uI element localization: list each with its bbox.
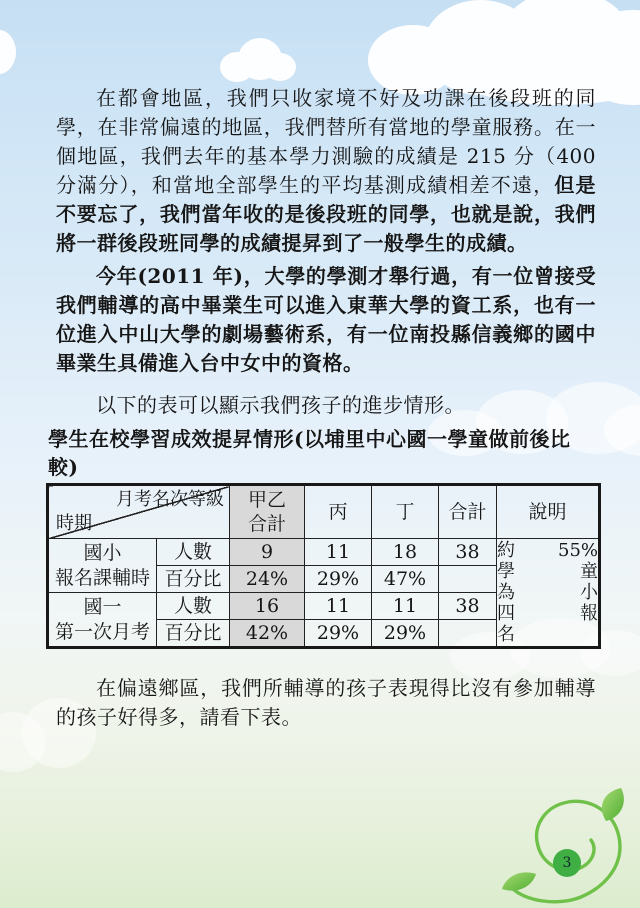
- text-line: 甲乙: [247, 489, 286, 511]
- cell-g1-count-d: 18: [372, 539, 439, 566]
- cell-g2-pct-c: 29%: [305, 620, 372, 648]
- cell-g1-pct-d: 47%: [372, 566, 439, 593]
- row-label-pct-1: 百分比: [157, 566, 230, 593]
- paragraph-1-bold-text: 但是不要忘了，我們當年收的是後段班的同學，也就是說，我們將一群後段班同學的成績提昇到了一般學生的成績。: [56, 173, 597, 255]
- period-elementary-cell: [48, 539, 157, 593]
- corner-label-exam-rank: 月考名次等級: [116, 489, 224, 510]
- col-header-total: 合計: [439, 485, 497, 539]
- row-label-count-2: 人數: [157, 593, 230, 620]
- note-cell: [497, 539, 600, 648]
- table-title: 學生在校學習成效提昇情形(以埔里中心國一學童做前後比較): [48, 427, 571, 479]
- leaf-icon-top: [602, 788, 624, 821]
- text-line: 名: [497, 624, 515, 645]
- cell-g1-count-ab: 9: [230, 539, 305, 566]
- paragraph-2011-results: 今年(2011 年)，大學的學測才舉行過，有一位曾接受我們輔導的高中畢業生可以進入東華大學的資工系，也有一位進入中山大學的劇場藝術系，有一位南投縣信義鄉的國中畢業生具備進入台中女中的資格。: [56, 264, 596, 375]
- cell-g2-count-total: 38: [439, 593, 497, 620]
- text-line: 為小: [497, 582, 598, 603]
- text-line: 國一: [83, 595, 122, 618]
- cell-g1-count-c: 11: [305, 539, 372, 566]
- text-line: 第一次月考: [54, 620, 150, 643]
- period-junior-high-cell: [48, 593, 157, 648]
- corner-header-cell: [48, 485, 230, 539]
- paragraph-urban-rural: [56, 84, 596, 258]
- cell-g1-pct-c: 29%: [305, 566, 372, 593]
- text-line: 國小: [83, 541, 122, 564]
- text-line: 報名課輔時: [54, 566, 150, 589]
- results-table: [46, 483, 601, 649]
- paragraph-rural-comparison: 在偏遠鄉區，我們所輔導的孩子表現得比沒有參加輔導的孩子好得多，請看下表。: [56, 676, 596, 729]
- corner-label-period: 時期: [56, 513, 92, 534]
- text-line: 四報: [497, 603, 598, 624]
- leaf-icon-bottom: [502, 872, 536, 890]
- cell-g2-pct-total: [439, 620, 497, 648]
- page-number-badge: 3: [553, 849, 581, 877]
- text-line: 學童: [497, 561, 598, 582]
- col-header-ab-total: [230, 485, 305, 539]
- cell-g1-pct-ab: 24%: [230, 566, 305, 593]
- row-label-pct-2: 百分比: [157, 620, 230, 648]
- cell-g2-count-ab: 16: [230, 593, 305, 620]
- document-content: [48, 84, 598, 732]
- row-label-count-1: 人數: [157, 539, 230, 566]
- cell-g1-pct-total: [439, 566, 497, 593]
- text-line: 約 55%: [497, 540, 598, 561]
- leaf-spiral-decoration: [495, 788, 640, 906]
- table-intro-line: 以下的表可以顯示我們孩子的進步情形。: [96, 393, 465, 417]
- cloud-decoration-left-edge: [0, 30, 16, 74]
- col-header-d: 丁: [372, 485, 439, 539]
- col-header-note: 說明: [497, 485, 600, 539]
- col-header-c: 丙: [305, 485, 372, 539]
- cell-g2-count-d: 11: [372, 593, 439, 620]
- cell-g2-pct-ab: 42%: [230, 620, 305, 648]
- text-line: 合計: [247, 513, 286, 535]
- cell-g2-pct-d: 29%: [372, 620, 439, 648]
- cell-g1-count-total: 38: [439, 539, 497, 566]
- cell-g2-count-c: 11: [305, 593, 372, 620]
- cloud-decoration-top-center: [220, 38, 300, 86]
- paragraph-1-normal-text: 在都會地區，我們只收家境不好及功課在後段班的同學，在非常偏遠的地區，我們替所有當地的學童服務。在一個地區，我們去年的基本學力測驗的成績是 215 分（400 分滿分），和當地全部學生的平均基測成績相差不遠，: [56, 86, 596, 197]
